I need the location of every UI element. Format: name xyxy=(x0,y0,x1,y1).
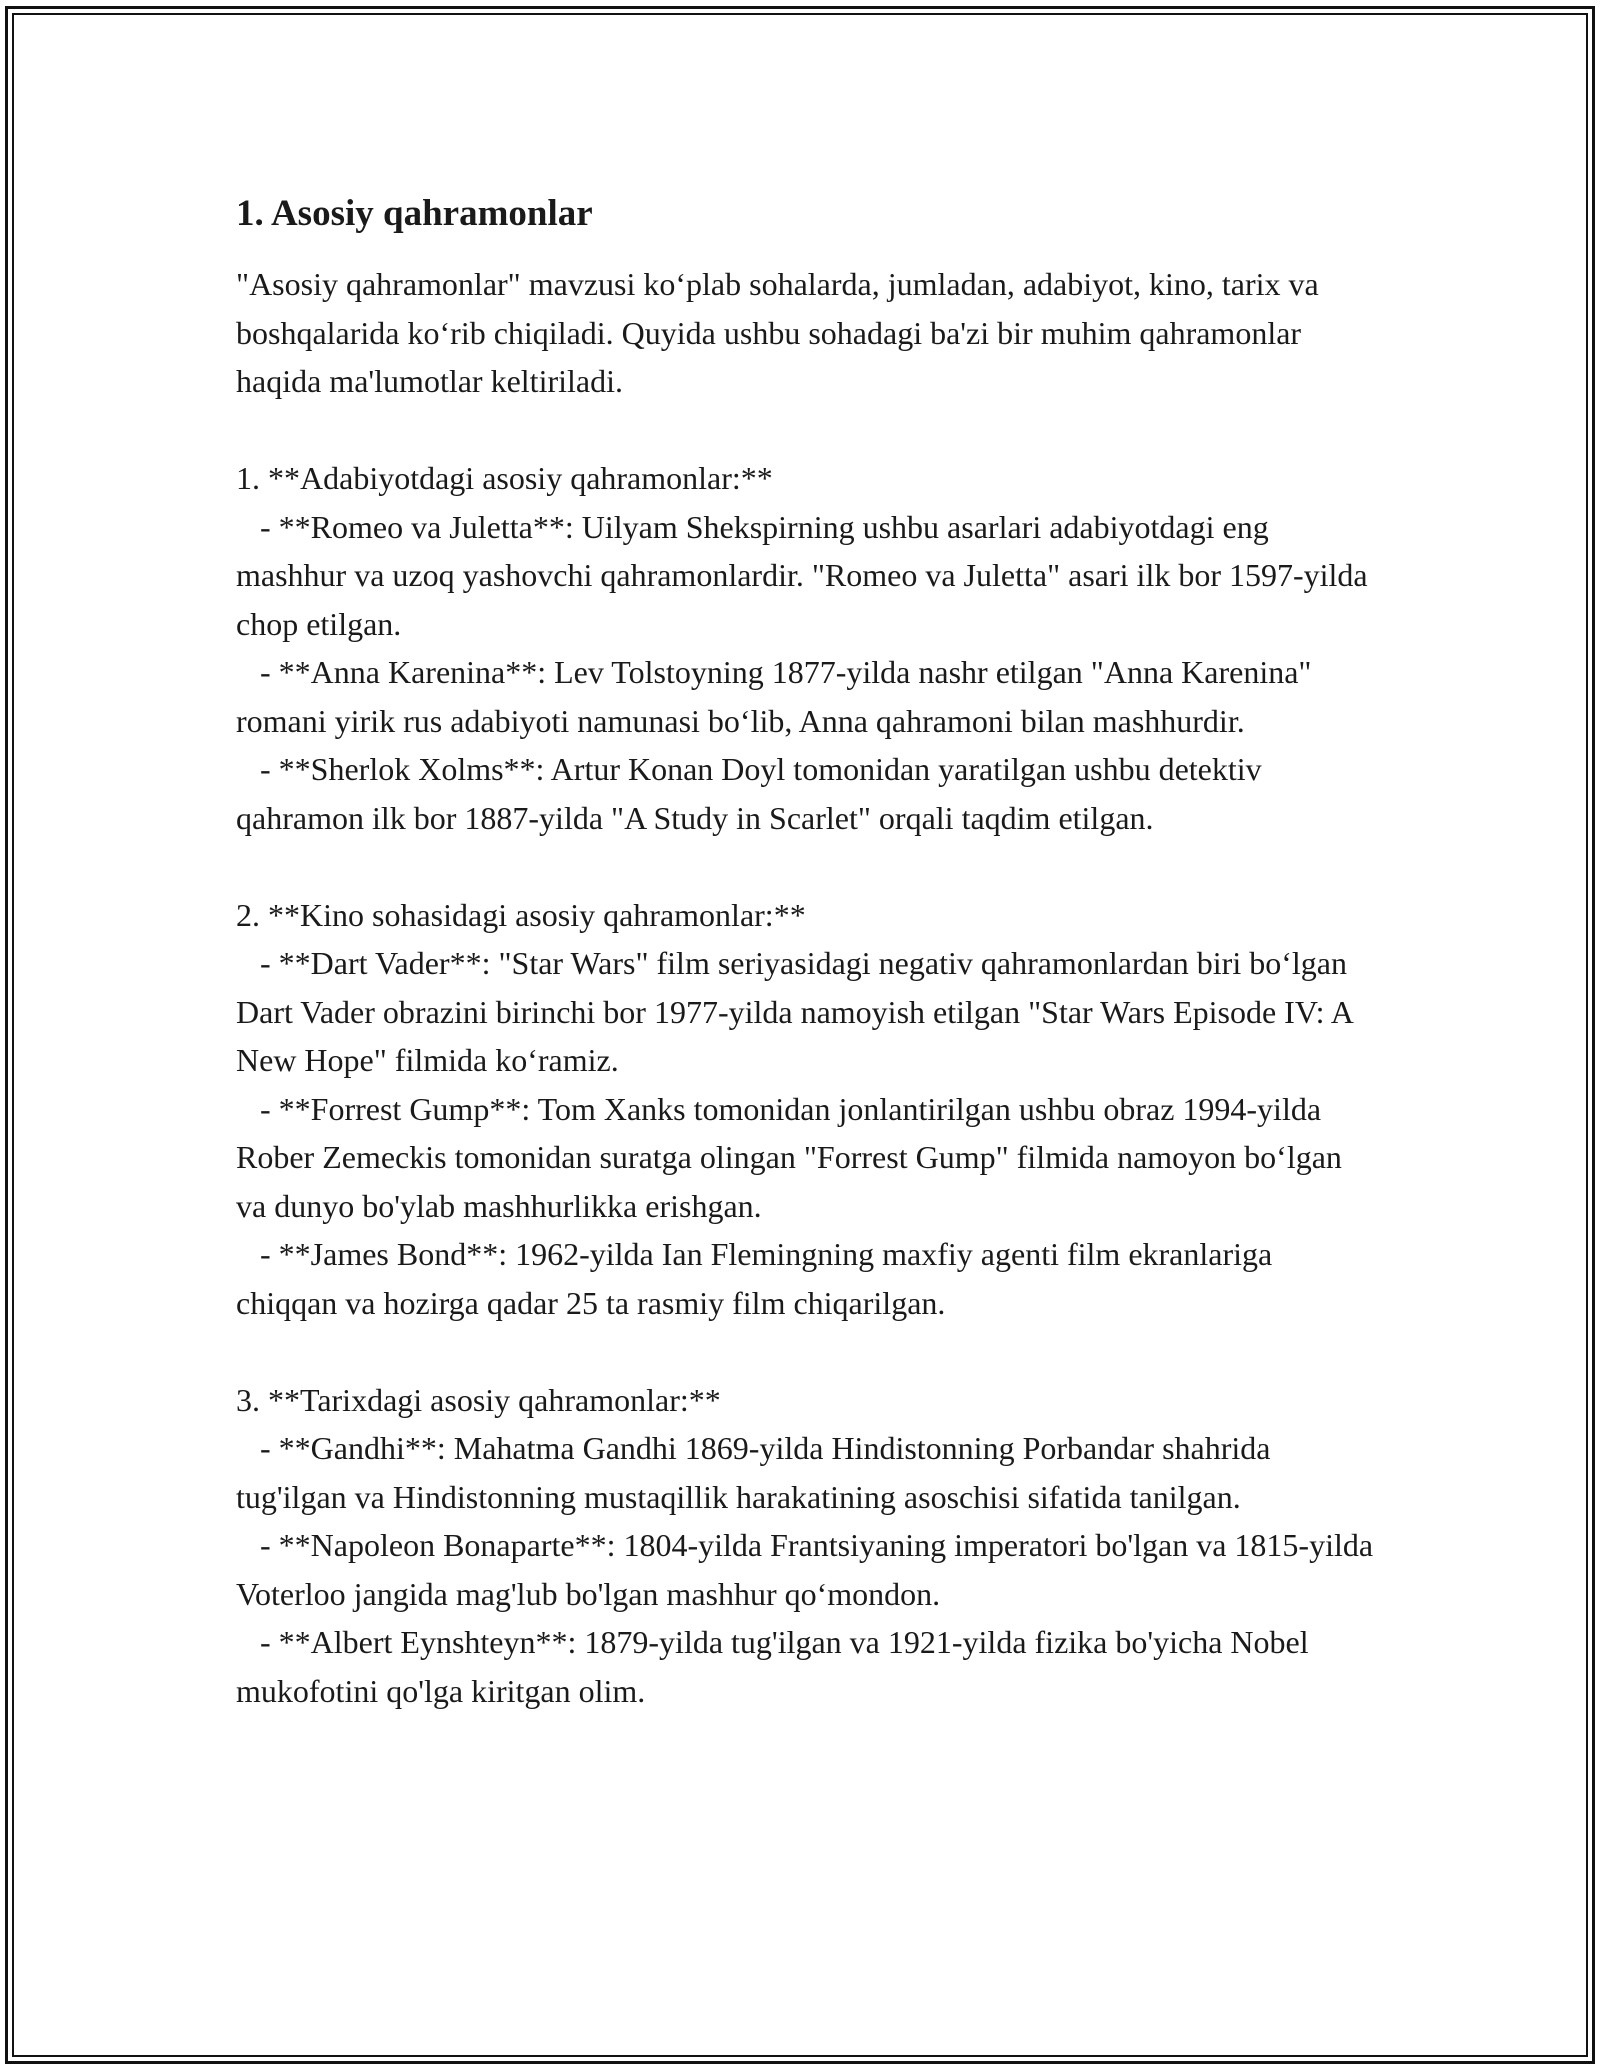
spacer xyxy=(236,1327,1376,1376)
list-item: - **Anna Karenina**: Lev Tolstoyning 1877-yilda nashr etilgan "Anna Karenina" romani yirik rus adabiyoti namunasi bo‘lib, Anna qahramoni bilan mashhurdir. xyxy=(236,654,1312,739)
list-item: - **Sherlok Xolms**: Artur Konan Doyl tomonidan yaratilgan ushbu detektiv qahramon ilk bor 1887-yilda "A Study in Scarlet" orqali taqdim etilgan. xyxy=(236,751,1262,836)
section-title: 2. **Kino sohasidagi asosiy qahramonlar:** xyxy=(236,896,806,933)
page-title: 1. Asosiy qahramonlar xyxy=(236,193,593,234)
section-history xyxy=(236,1376,1376,1716)
list-item: - **Romeo va Juletta**: Uilyam Shekspirning ushbu asarlari adabiyotdagi eng mashhur va uzoq yashovchi qahramonlardir. "Romeo va Juletta" asari ilk bor 1597-yilda chop etilgan. xyxy=(236,508,1368,642)
intro-paragraph: "Asosiy qahramonlar" mavzusi ko‘plab sohalarda, jumladan, adabiyot, kino, tarix va boshqalarida ko‘rib chiqiladi. Quyida ushbu sohadagi ba'zi bir muhim qahramonlar haqida ma'lumotlar keltiriladi. xyxy=(236,266,1319,399)
list-item: - **Forrest Gump**: Tom Xanks tomonidan jonlantirilgan ushbu obraz 1994-yilda Rober Zemeckis tomonidan suratga olingan "Forrest Gump" filmida namoyon bo‘lgan va dunyo bo'ylab mashhurlikka erishgan. xyxy=(236,1090,1342,1224)
section-cinema xyxy=(236,891,1376,1328)
section-title: 3. **Tarixdagi asosiy qahramonlar:** xyxy=(236,1381,721,1418)
list-item: - **Napoleon Bonaparte**: 1804-yilda Frantsiyaning imperatori bo'lgan va 1815-yilda Voterloo jangida mag'lub bo'lgan mashhur qo‘mondon. xyxy=(236,1527,1374,1612)
list-item: - **Albert Eynshteyn**: 1879-yilda tug'ilgan va 1921-yilda fizika bo'yicha Nobel mukofotini qo'lga kiritgan olim. xyxy=(236,1624,1309,1709)
spacer xyxy=(236,406,1376,455)
document-body xyxy=(236,188,1376,1715)
spacer xyxy=(236,842,1376,891)
list-item: - **James Bond**: 1962-yilda Ian Flemingning maxfiy agenti film ekranlariga chiqqan va hozirga qadar 25 ta rasmiy film chiqarilgan. xyxy=(236,1236,1273,1321)
section-literature xyxy=(236,454,1376,842)
list-item: - **Dart Vader**: "Star Wars" film seriyasidagi negativ qahramonlardan biri bo‘lgan Dart Vader obrazini birinchi bor 1977-yilda namoyish etilgan "Star Wars Episode IV: A New Hope" filmida ko‘ramiz. xyxy=(236,945,1353,1078)
section-title: 1. **Adabiyotdagi asosiy qahramonlar:** xyxy=(236,460,773,496)
list-item: - **Gandhi**: Mahatma Gandhi 1869-yilda Hindistonning Porbandar shahrida tug'ilgan va Hindistonning mustaqillik harakatining asoschisi sifatida tanilgan. xyxy=(236,1430,1271,1515)
